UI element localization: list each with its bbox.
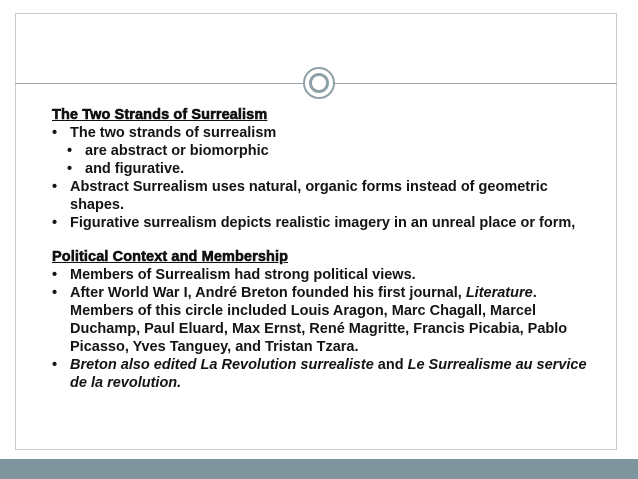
section-heading-political-context: Political Context and Membership: [52, 249, 289, 265]
sub-bullet-figurative: • and figurative.: [52, 160, 600, 178]
circle-members-text: . Members of this circle included Louis Aragon, Marc Chagall, Marcel Duchamp, Paul Eluard, Max Ernst, René Magritte, Francis Picabia, Pablo Picasso, Yves Tanguey, and Tristan Tzara.: [70, 285, 568, 355]
bullet-breton-journal: [52, 284, 600, 356]
paragraph-gap: [52, 232, 600, 248]
bullet-political-views: • Members of Surrealism had strong political views.: [52, 266, 600, 284]
bullet-figurative-surrealism: • Figurative surrealism depicts realistic imagery in an unreal place or form,: [52, 214, 600, 232]
bullet-abstract-surrealism: • Abstract Surrealism uses natural, organic forms instead of geometric shapes.: [52, 178, 600, 214]
sub-bullet-abstract: • are abstract or biomorphic: [52, 142, 600, 160]
breton-journal-text: After World War I, André Breton founded his first journal,: [70, 285, 466, 301]
breton-edited-text: Breton also edited La Revolution surrealiste: [70, 357, 374, 373]
circle-ornament-inner: [309, 73, 329, 93]
bullet-breton-edited: [52, 356, 600, 392]
journal-title-surrealisme: Le Surrealisme au service de la revolution.: [70, 357, 587, 391]
conjunction-text: and: [373, 357, 408, 373]
journal-title-literature: Literature: [465, 285, 533, 301]
bullet-two-strands: • The two strands of surrealism: [52, 124, 600, 142]
circle-ornament-icon: [303, 67, 335, 99]
section-heading-two-strands: The Two Strands of Surrealism: [52, 107, 268, 123]
footer-bar: [0, 459, 638, 479]
slide-body: [52, 106, 600, 392]
